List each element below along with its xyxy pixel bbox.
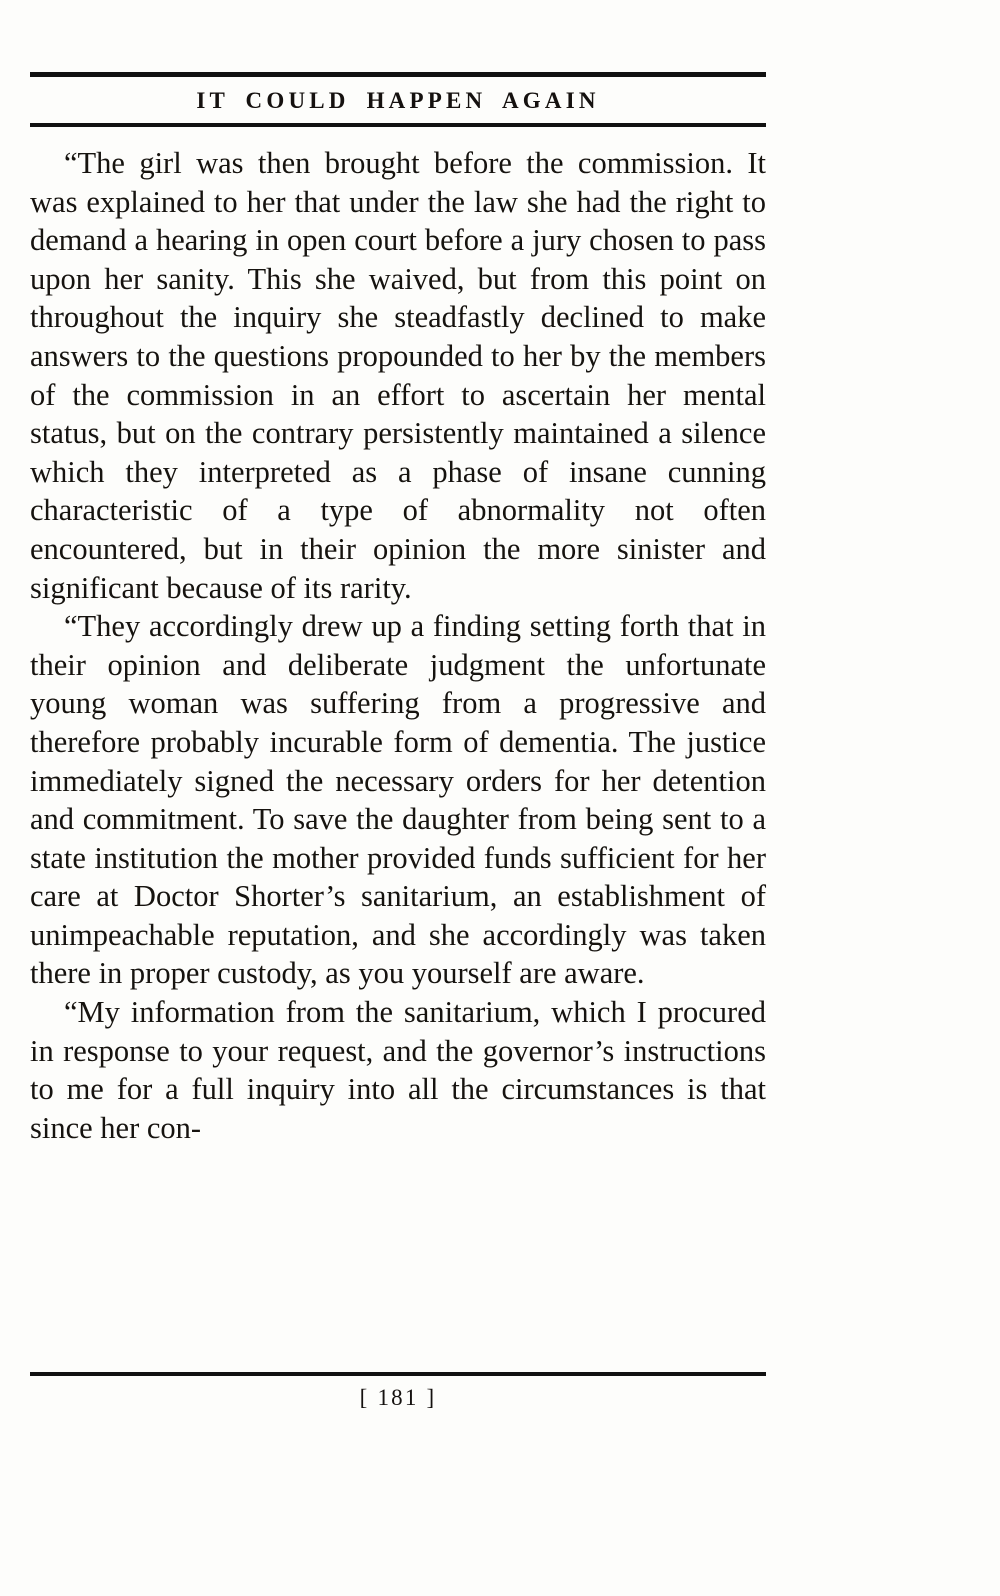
paragraph: “The girl was then brought before the commission. It was explained to her that under the law she had the right to demand a hearing in open court before a jury chosen to pass upon her sanity. This she waived, but from this point on throughout the inquiry she steadfastly declined to make answers to the questions propounded to her by the members of the commission in an effort to ascertain her mental status, but on the contrary persistently maintained a silence which they interpreted as a phase of insane cunning characteristic of a type of abnormality not often encountered, but in their opinion the more sinister and significant because of its rarity. <box>30 146 766 605</box>
page-footer <box>30 1372 766 1411</box>
page-header <box>30 72 766 127</box>
running-head: IT COULD HAPPEN AGAIN <box>196 88 600 113</box>
paragraph: “They accordingly drew up a finding setting forth that in their opinion and deliberate judgment the unfortunate young woman was suffering from a progressive and therefore probably incurable form of dementia. The justice immediately signed the necessary orders for her detention and commitment. To save the daughter from being sent to a state institution the mother provided funds sufficient for her care at Doctor Shorter’s sanitarium, an establishment of unimpeachable reputation, and she accordingly was taken there in proper custody, as you yourself are aware. <box>30 609 766 991</box>
body-text <box>30 144 766 1147</box>
page-number: [ 181 ] <box>359 1385 437 1410</box>
header-rule-bottom <box>30 123 766 127</box>
paragraph: “My information from the sanitarium, which I procured in response to your request, and the governor’s instructions to me for a full inquiry into all the circumstances is that since her con- <box>30 995 766 1145</box>
